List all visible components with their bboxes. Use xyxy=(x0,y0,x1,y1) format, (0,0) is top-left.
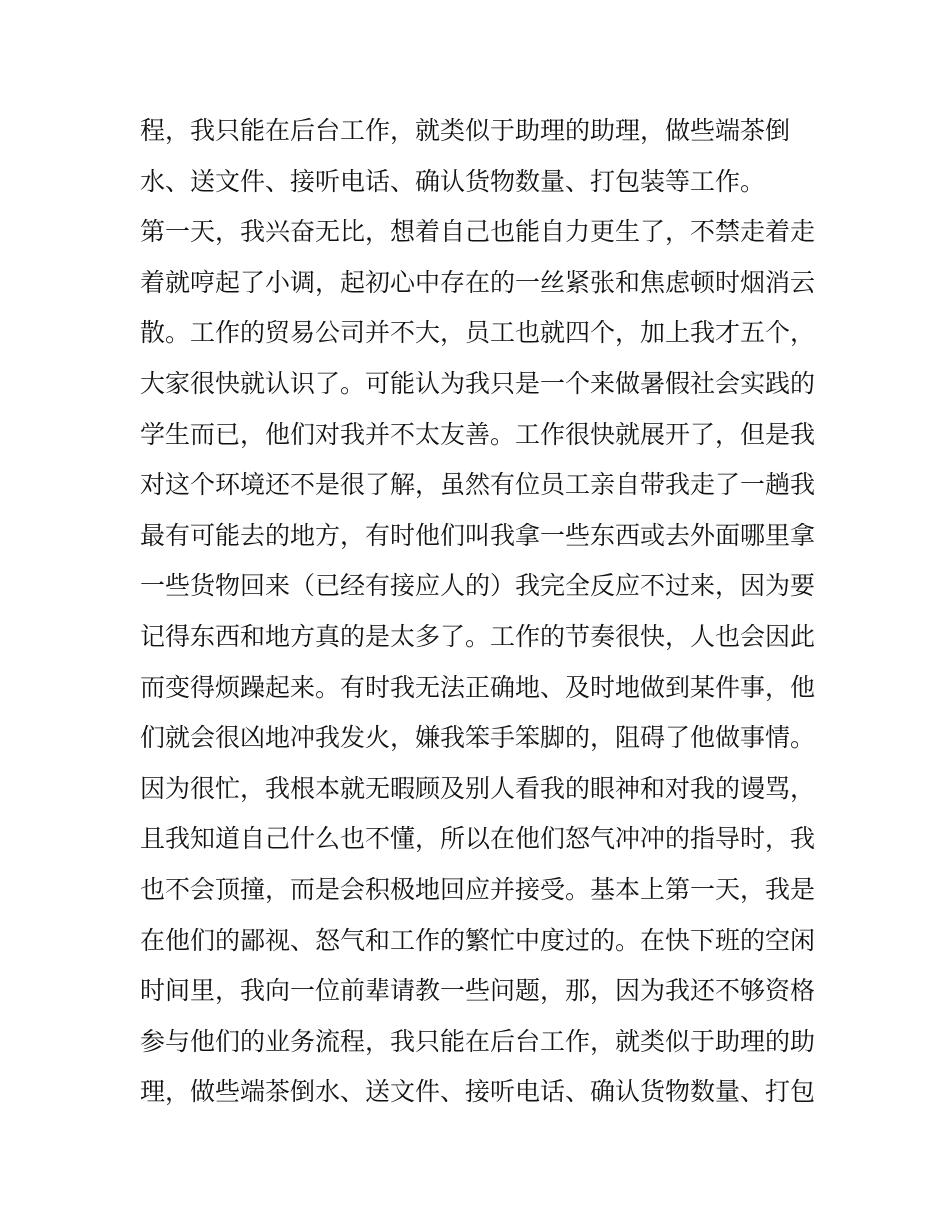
text-line: 参与他们的业务流程，我只能在后台工作，就类似于助理的助 xyxy=(140,1026,816,1056)
text-line: 们就会很凶地冲我发火，嫌我笨手笨脚的，阻碍了他做事情。 xyxy=(140,723,816,753)
text-line: 程，我只能在后台工作，就类似于助理的助理，做些端茶倒 xyxy=(140,116,791,145)
text-line: 时间里，我向一位前辈请教一些问题，那，因为我还不够资格 xyxy=(140,976,816,1006)
text-line: 最有可能去的地方，有时他们叫我拿一些东西或去外面哪里拿 xyxy=(140,520,816,550)
text-line: 一些货物回来（已经有接应人的）我完全反应不过来，因为要 xyxy=(140,571,816,601)
text-line: 在他们的鄙视、怒气和工作的繁忙中度过的。在快下班的空闲 xyxy=(140,925,816,955)
text-line: 第一天，我兴奋无比，想着自己也能自力更生了，不禁走着走 xyxy=(140,217,816,247)
text-line: 而变得烦躁起来。有时我无法正确地、及时地做到某件事，他 xyxy=(140,672,816,702)
text-line: 对这个环境还不是很了解，虽然有位员工亲自带我走了一趟我 xyxy=(140,470,816,500)
text-line: 记得东西和地方真的是太多了。工作的节奏很快，人也会因此 xyxy=(140,621,816,651)
text-line: 学生而已，他们对我并不太友善。工作很快就展开了，但是我 xyxy=(140,419,816,449)
text-line: 也不会顶撞，而是会积极地回应并接受。基本上第一天，我是 xyxy=(140,874,816,904)
text-line: 且我知道自己什么也不懂，所以在他们怒气冲冲的指导时，我 xyxy=(140,824,816,854)
text-line: 着就哼起了小调，起初心中存在的一丝紧张和焦虑顿时烟消云 xyxy=(140,267,816,297)
text-line: 散。工作的贸易公司并不大，员工也就四个，加上我才五个， xyxy=(140,318,816,348)
text-line: 因为很忙，我根本就无暇顾及别人看我的眼神和对我的谩骂， xyxy=(140,773,816,803)
text-line: 大家很快就认识了。可能认为我只是一个来做暑假社会实践的 xyxy=(140,368,816,398)
text-line: 理，做些端茶倒水、送文件、接听电话、确认货物数量、打包 xyxy=(140,1077,816,1107)
body-text xyxy=(140,106,820,1118)
text-line: 水、送文件、接听电话、确认货物数量、打包装等工作。 xyxy=(140,166,766,196)
